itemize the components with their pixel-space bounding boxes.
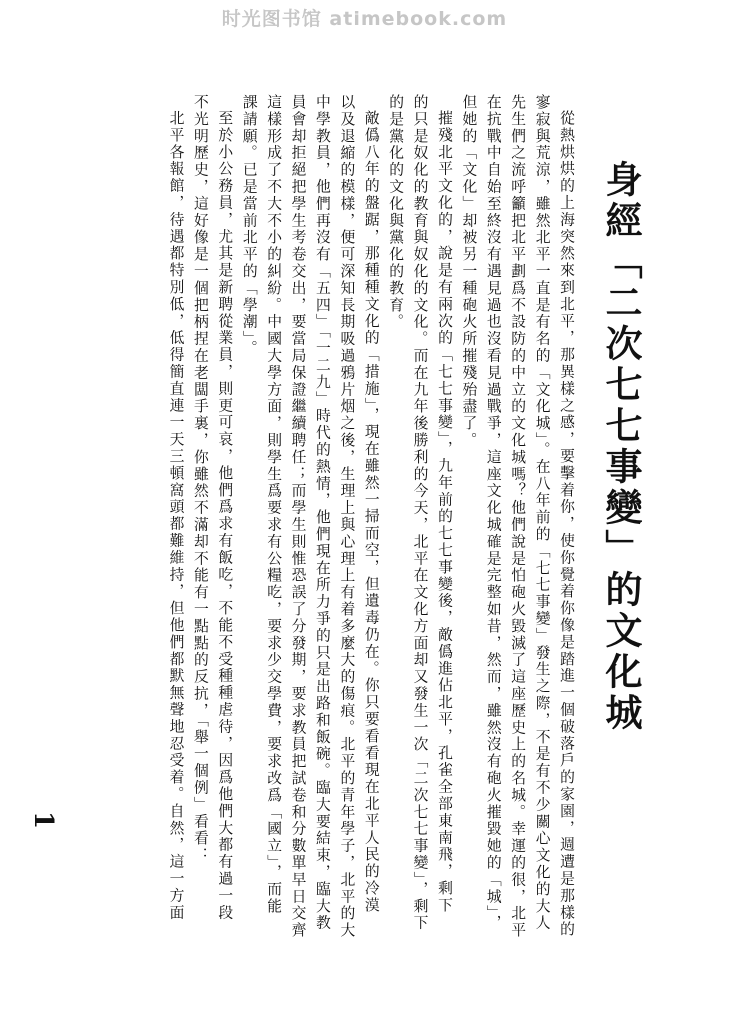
text-column: 員會却拒絕把學生考卷交出，要當局保證繼續聘任；而學生則惟恐誤了分發期，要求教員把試卷和分數單早日交齊: [289, 94, 307, 939]
text-column: 這樣形成了不大不小的糾紛。中國大學方面，則學生爲要求有公糧吃，要求少交學費，要求改爲「國立」，而能: [265, 94, 283, 915]
text-column: 不光明歷史，這好像是一個把柄捏在老闆手裏，你雖然不滿却不能有一點點的反抗，「舉一個例」看看：: [191, 94, 209, 864]
text-column: 至於小公務員，尤其是新聘從業員，則更可哀，他們爲求有飯吃，不能不受種種虐待，因爲他們大都有過一段: [216, 110, 234, 922]
text-column: 在抗戰中自始至終沒有遇見過也沒看見過戰爭，這座文化城確是完整如昔，然而，雖然沒有砲火摧毀她的「城」，: [484, 94, 502, 932]
text-column: 中學教員，他們再沒有「五四」「一二九」時代的熱情，他們現在所力爭的只是出路和飯碗。臨大要結束，臨大教: [313, 94, 331, 932]
text-column: 先生們之流呼籲把北平劃爲不設防的中立的文化城嗎？他們說是怕砲火毀滅了這座歷史上的名城。幸運的很，北平: [509, 94, 527, 939]
article-title: 身經「二次七七事變」的文化城: [599, 160, 643, 734]
text-column: 寥寂與荒涼，雖然北平一直是有名的「文化城」。在八年前的「七七事變」發生之際，不是有不少關心文化的大人: [533, 94, 551, 932]
watermark: 时光图书馆 atimebook.com: [221, 8, 508, 30]
text-column: 課請願。已是當前北平的「學潮」。: [240, 94, 258, 357]
text-column: 的只是奴化的教育與奴化的文化。而在九年後勝利的今天，北平在文化方面却又發生一次「二次七七事變」，剩下: [411, 94, 429, 932]
text-column: 的是黨化的文化與黨化的教育。: [387, 94, 405, 331]
text-column: 從熱烘烘的上海突然來到北平，那異樣之感，要擊着你，使你覺着你像是踏進一個破落戶的家園，週遭是那樣的: [558, 110, 575, 939]
article-body: [88, 80, 578, 980]
page-number: 1: [28, 810, 58, 830]
text-column: 北平各報館，待遇都特別低，低得簡直連一天三頓窩頭都難維持，但他們都默無聲地忍受着。自然，這一方面: [167, 110, 185, 922]
text-column: 但她的「文化」却被另一種砲火所摧殘殆盡了。: [460, 94, 478, 449]
text-column: 摧殘北平文化的，說是有兩次的「七七事變」，九年前的七七事變後，敵僞進佔北平，孔雀全部東南飛，剩下: [435, 110, 453, 914]
text-column: 敵僞八年的盤踞，那種種文化的「措施」，現在雖然一掃而空，但遺毒仍在。你只要看看現在北平人民的冷漠: [362, 110, 380, 914]
text-column: 以及退縮的模樣，便可深知長期吸過鴉片烟之後，生理上與心理上有着多麼大的傷痕。北平的青年學子，北平的大: [338, 94, 356, 939]
